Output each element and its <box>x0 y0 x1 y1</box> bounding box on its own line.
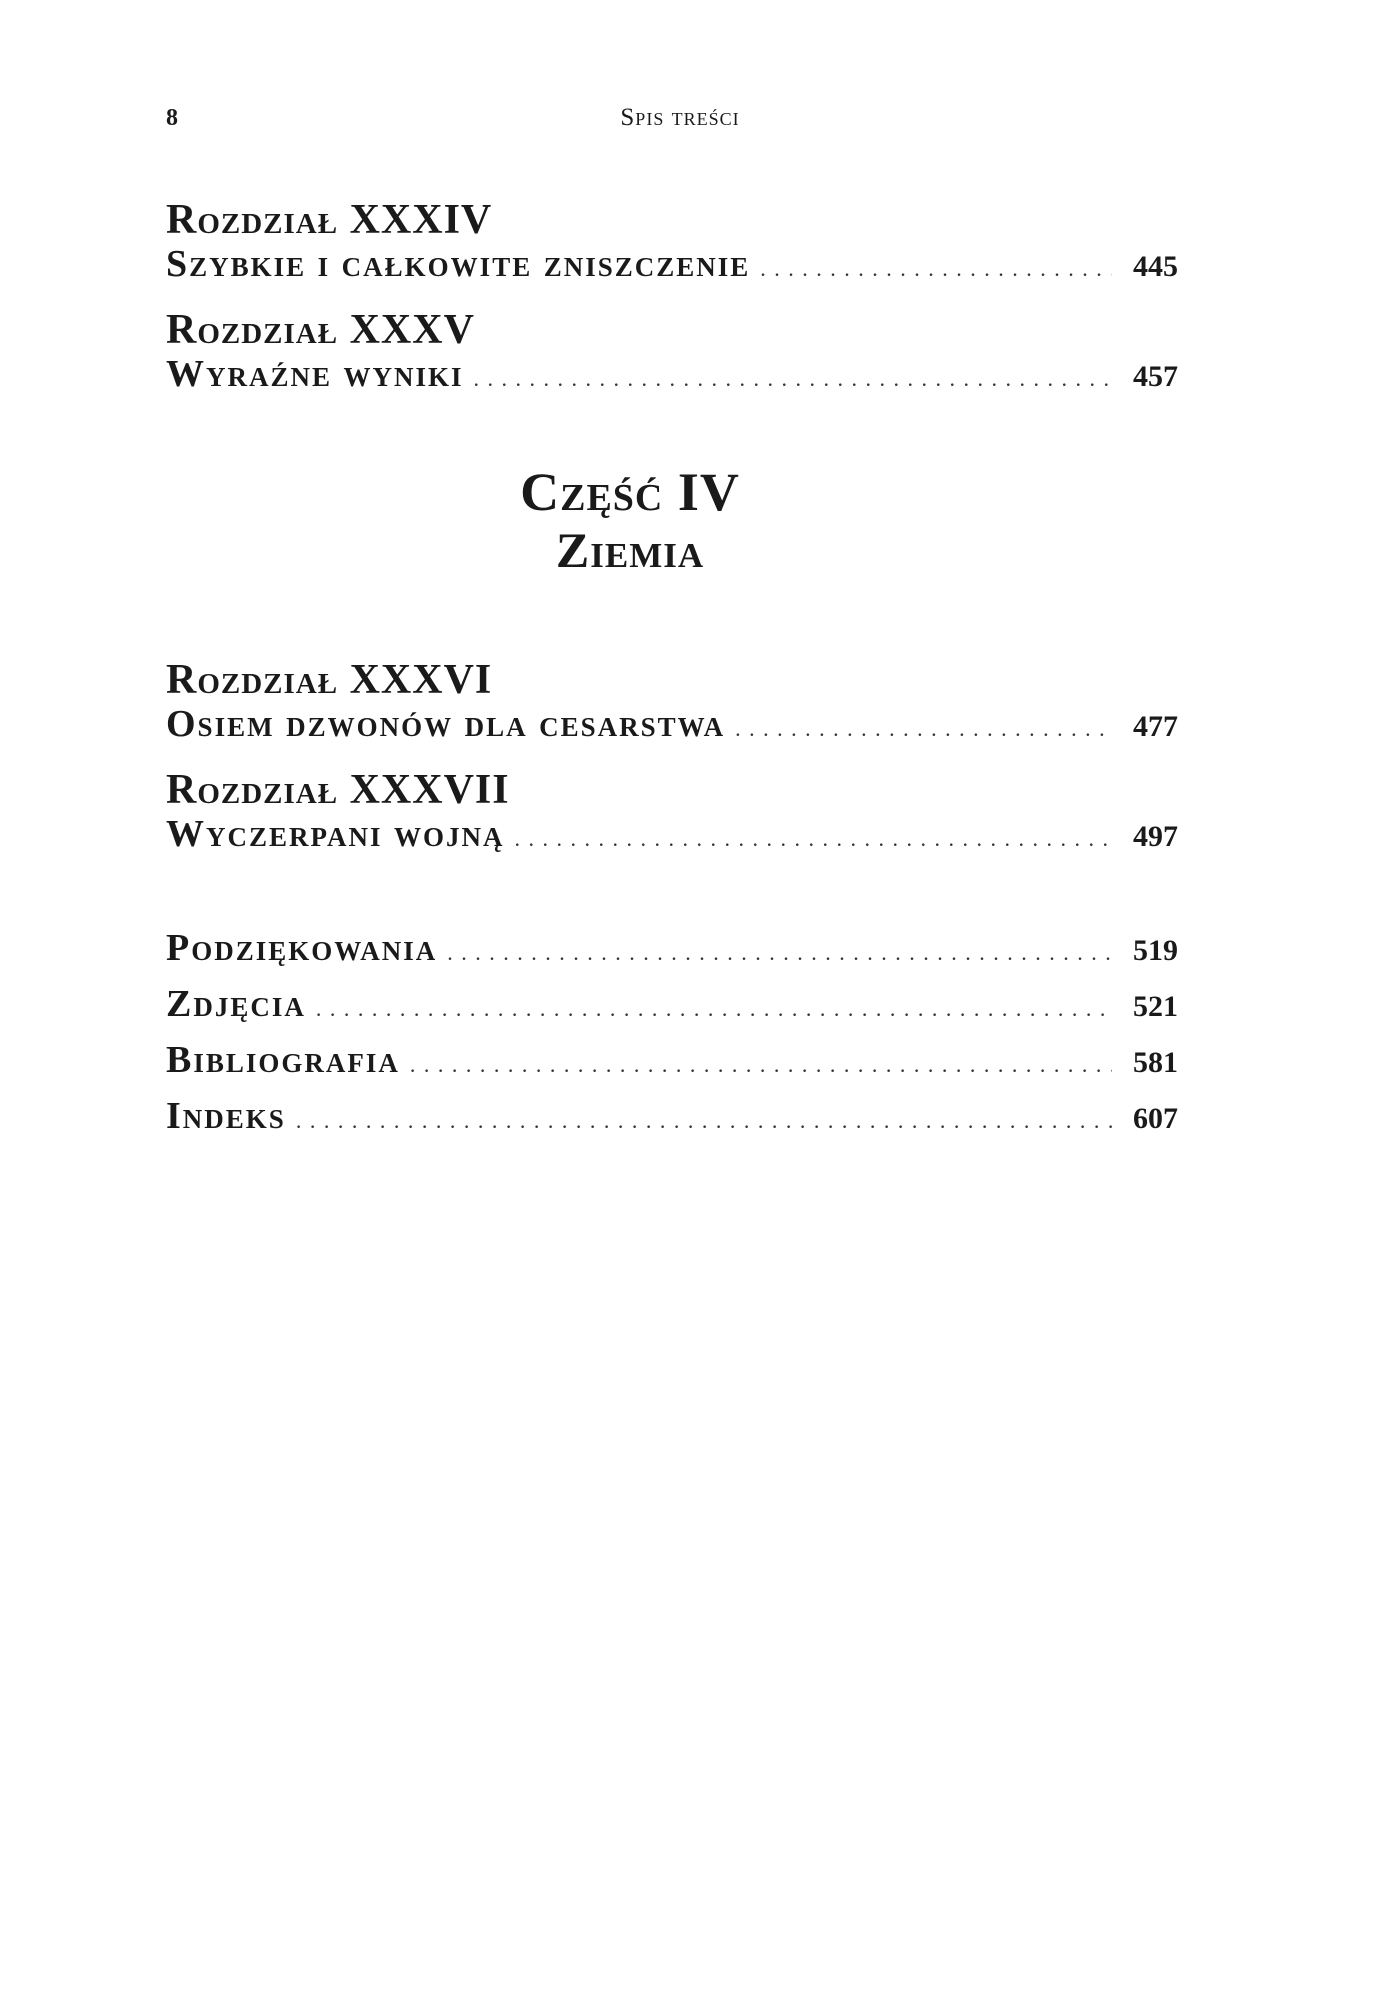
toc-line <box>166 1094 1178 1138</box>
chapter-page-number: 497 <box>1133 820 1178 853</box>
dot-leader <box>447 940 1112 966</box>
chapter-label: Rozdział XXXVI <box>166 657 493 703</box>
chapter-page-number: 477 <box>1133 710 1178 743</box>
toc-entry-index <box>166 1094 1178 1138</box>
dot-leader <box>296 1108 1112 1134</box>
chapter-label: Rozdział XXXIV <box>166 197 493 243</box>
chapter-label: Rozdział XXXVII <box>166 767 510 813</box>
toc-entry-chapter-37 <box>166 768 1178 856</box>
toc-line <box>166 352 1178 396</box>
part-title-heading: Ziemia <box>555 522 705 578</box>
back-matter-title: Zdjęcia <box>166 983 306 1025</box>
back-matter-page-number: 519 <box>1133 934 1178 967</box>
part-number-heading: Część IV <box>520 462 740 522</box>
toc-entry-photos <box>166 982 1178 1026</box>
toc-line <box>166 1038 1178 1082</box>
back-matter-title: Indeks <box>166 1095 286 1137</box>
back-matter-page-number: 521 <box>1133 990 1178 1023</box>
toc-line <box>166 926 1178 970</box>
dot-leader <box>410 1052 1112 1078</box>
toc-line <box>166 242 1178 286</box>
dot-leader <box>474 366 1112 392</box>
chapter-page-number: 445 <box>1133 250 1178 283</box>
dot-leader <box>316 996 1112 1022</box>
back-matter-title: Bibliografia <box>166 1039 400 1081</box>
back-matter-page-number: 581 <box>1133 1046 1178 1079</box>
toc-line <box>166 812 1178 856</box>
toc-entry-bibliography <box>166 1038 1178 1082</box>
toc-line <box>166 702 1178 746</box>
toc-entry-chapter-34 <box>166 198 1178 286</box>
toc-line <box>166 982 1178 1026</box>
toc-entry-acknowledgements <box>166 926 1178 970</box>
page-number: 8 <box>166 105 178 131</box>
chapter-title: Osiem dzwonów dla cesarstwa <box>166 703 726 745</box>
chapter-title: Wyraźne wyniki <box>166 353 464 395</box>
dot-leader <box>735 716 1112 742</box>
back-matter-page-number: 607 <box>1133 1102 1178 1135</box>
toc-entry-chapter-36 <box>166 658 1178 746</box>
dot-leader <box>515 826 1112 852</box>
dot-leader <box>760 256 1112 282</box>
chapter-label: Rozdział XXXV <box>166 307 475 353</box>
back-matter-title: Podziękowania <box>166 927 438 969</box>
toc-entry-chapter-35 <box>166 308 1178 396</box>
chapter-title: Wyczerpani wojną <box>166 813 505 855</box>
chapter-page-number: 457 <box>1133 360 1178 393</box>
running-header-title: Spis treści <box>620 104 740 131</box>
chapter-title: Szybkie i całkowite zniszczenie <box>166 243 751 285</box>
